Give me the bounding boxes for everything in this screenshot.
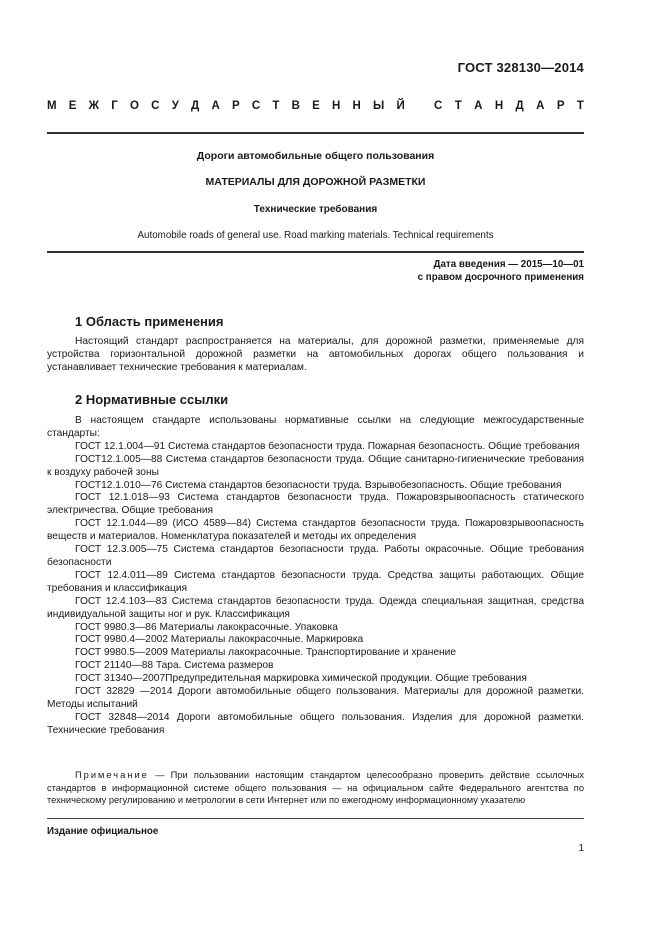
- section-2-heading: 2 Нормативные ссылки: [75, 392, 229, 407]
- reference-paragraph: ГОСТ 31340—2007Предупредительная маркировка химической продукции. Общие требования: [75, 673, 527, 685]
- top-rule: [47, 132, 584, 134]
- reference-paragraph: ГОСТ 21140—88 Тара. Система размеров: [75, 660, 274, 672]
- reference-paragraph: В настоящем стандарте использованы нормативные ссылки на следующие межгосударственные стандарты:: [47, 415, 584, 439]
- reference-paragraph: ГОСТ 32848—2014 Дороги автомобильные общего пользования. Изделия для дорожной разметки. Технические требования: [47, 711, 584, 736]
- reference-paragraph: ГОСТ 9980.5—2009 Материалы лакокрасочные. Транспортирование и хранение: [75, 647, 457, 659]
- date-line-1: Дата введения — 2015—10—01: [433, 259, 584, 270]
- interstate-word: [47, 100, 405, 112]
- footer-rule: [47, 818, 584, 819]
- reference-paragraph: ГОСТ12.1.005—88 Система стандартов безопасности труда. Общие санитарно-гигиенические требования к воздуху рабочей зоны: [47, 453, 584, 478]
- interstate-standard-banner: [47, 100, 584, 112]
- banner-letter: Е: [68, 100, 77, 112]
- document-id: ГОСТ 328130—2014: [457, 60, 584, 75]
- introduction-date: [418, 258, 584, 284]
- section-1-body: [47, 336, 584, 375]
- reference-paragraph: ГОСТ 12.4.103—83 Система стандартов безопасности труда. Одежда специальная защитная, средства индивидуальной защиты ног и рук. Классификация: [47, 595, 584, 620]
- reference-paragraph: ГОСТ12.1.010—76 Система стандартов безопасности труда. Взрывобезопасность. Общие требования: [75, 479, 562, 491]
- reference-paragraph: ГОСТ 12.4.011—89 Система стандартов безопасности труда. Средства защиты работающих. Общие требования и классификация: [47, 569, 584, 594]
- reference-paragraph: ГОСТ 9980.3—86 Материалы лакокрасочные. Упаковка: [75, 621, 338, 633]
- section-1-heading: 1 Область применения: [75, 314, 224, 329]
- banner-letter: Т: [272, 100, 280, 112]
- section-1-paragraph: Настоящий стандарт распространяется на материалы, для дорожной разметки, применяемые для устройства горизонтальной дорожной разметки на автомобильных дорогах общего пользования и устанавливает технические требования к материалам.: [47, 336, 584, 373]
- banner-letter: А: [211, 100, 220, 112]
- note-text: — При пользовании настоящим стандартом целесообразно проверить действие ссылочных стандартов в информационной системе общего пользования — на официальном сайте Федерального агентства по техническому регулированию и метрологии в сети Интернет или по ежегодному информационному указателю: [47, 770, 584, 805]
- banner-letter: Н: [352, 100, 361, 112]
- banner-letter: Ж: [88, 100, 100, 112]
- banner-letter: Г: [111, 100, 118, 112]
- title-line-1: Дороги автомобильные общего пользования: [196, 150, 435, 162]
- date-line-2: с правом досрочного применения: [417, 272, 584, 283]
- banner-letter: Т: [576, 100, 584, 112]
- banner-letter: У: [171, 100, 179, 112]
- title-line-3: Технические требования: [253, 204, 378, 215]
- reference-paragraph: ГОСТ 12.1.044—89 (ИСО 4589—84) Система стандартов безопасности труда. Пожаровзрывоопасность веществ и материалов. Номенклатура показателей и методы их определения: [47, 518, 584, 543]
- banner-letter: Н: [331, 100, 341, 112]
- banner-letter: Р: [556, 100, 565, 112]
- banner-letter: Й: [396, 100, 405, 112]
- banner-letter: С: [434, 100, 443, 112]
- banner-letter: Т: [454, 100, 462, 112]
- banner-letter: В: [291, 100, 300, 112]
- banner-letter: Ы: [373, 100, 385, 112]
- banner-letter: Е: [312, 100, 320, 112]
- banner-letter: С: [151, 100, 160, 112]
- title-line-2: МАТЕРИАЛЫ ДЛЯ ДОРОЖНОЙ РАЗМЕТКИ: [205, 176, 426, 188]
- banner-letter: Д: [515, 100, 524, 112]
- reference-paragraph: ГОСТ 12.1.004—91 Система стандартов безопасности труда. Пожарная безопасность. Общие требования: [75, 440, 580, 452]
- page-number: 1: [578, 843, 584, 854]
- reference-paragraph: ГОСТ 32829 —2014 Дороги автомобильные общего пользования. Материалы для дорожной разметки. Методы испытаний: [47, 686, 584, 710]
- banner-letter: Д: [191, 100, 200, 112]
- banner-letter: Р: [231, 100, 240, 112]
- banner-letter: О: [130, 100, 139, 112]
- banner-letter: С: [251, 100, 261, 112]
- reference-paragraph: ГОСТ 12.3.005—75 Система стандартов безопасности труда. Работы окрасочные. Общие требования безопасности: [47, 544, 584, 568]
- banner-letter: Н: [494, 100, 504, 112]
- banner-letter: А: [474, 100, 483, 112]
- standard-word: [434, 100, 584, 112]
- title-rule: [47, 251, 584, 253]
- banner-letter: М: [47, 100, 57, 112]
- reference-paragraph: ГОСТ 12.1.018—93 Система стандартов безопасности труда. Пожаровзрывоопасность статического электричества. Общие требования: [47, 492, 584, 517]
- section-2-body: [47, 415, 584, 738]
- reference-paragraph: ГОСТ 9980.4—2002 Материалы лакокрасочные. Маркировка: [75, 634, 364, 646]
- note-label: Примечание: [75, 770, 149, 780]
- official-edition-label: Издание официальное: [47, 826, 159, 837]
- note: [47, 769, 584, 807]
- english-title: Automobile roads of general use. Road marking materials. Technical requirements: [137, 230, 494, 241]
- banner-letter: А: [536, 100, 545, 112]
